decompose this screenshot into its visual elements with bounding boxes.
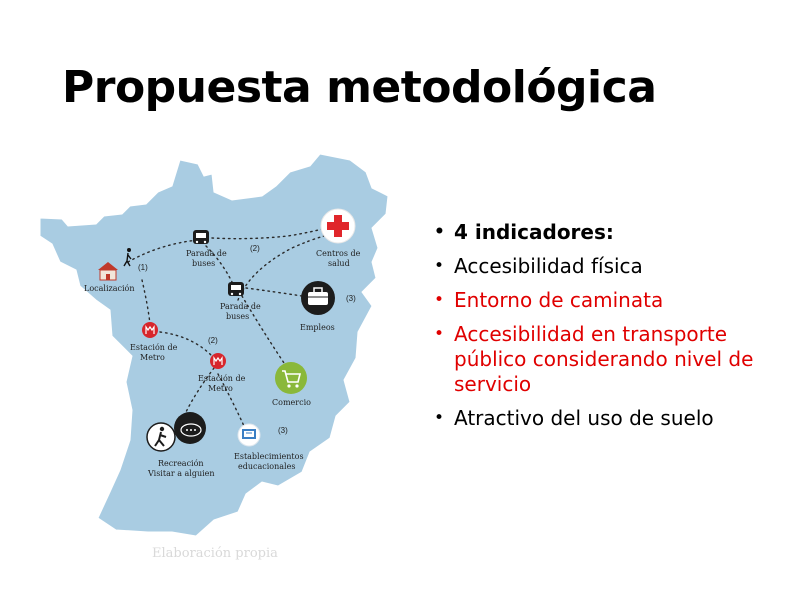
label-parada-2-line1: Parada de bbox=[220, 302, 261, 311]
label-comercio: Comercio bbox=[272, 398, 311, 407]
marker-3b: (3) bbox=[278, 426, 288, 435]
label-centros-line2: salud bbox=[328, 259, 350, 268]
image-caption: Elaboración propia bbox=[152, 546, 278, 561]
bullet-public-transport-accessibility: • Accesibilidad en transporte público considerando nivel de servicio bbox=[434, 322, 784, 397]
chat-bubble-icon bbox=[174, 412, 206, 444]
label-metro-2-line1: Estación de bbox=[198, 374, 246, 383]
indicator-list bbox=[434, 220, 784, 440]
label-empleos: Empleos bbox=[300, 323, 335, 332]
label-establecimientos-line2: educacionales bbox=[238, 462, 296, 471]
slide-title: Propuesta metodológica bbox=[62, 62, 657, 113]
marker-2b: (2) bbox=[208, 336, 218, 345]
health-cross-icon bbox=[321, 209, 355, 243]
shopping-cart-icon bbox=[275, 362, 307, 394]
label-metro-1-line2: Metro bbox=[140, 353, 165, 362]
bullet-indicators-heading: • 4 indicadores: bbox=[434, 220, 784, 245]
walking-person-icon bbox=[147, 423, 175, 451]
metro-icon bbox=[142, 322, 158, 338]
label-parada-1-line1: Parada de bbox=[186, 249, 227, 258]
label-metro-2-line2: Metro bbox=[208, 384, 233, 393]
label-centros-line1: Centros de bbox=[316, 249, 361, 258]
metro-icon bbox=[210, 353, 226, 369]
label-recreacion-line1: Recreación bbox=[158, 459, 204, 468]
bus-icon bbox=[228, 282, 244, 296]
education-icon bbox=[238, 424, 260, 446]
marker-3a: (3) bbox=[346, 294, 356, 303]
label-metro-1-line1: Estación de bbox=[130, 343, 178, 352]
label-recreacion-line2: Visitar a alguien bbox=[148, 469, 215, 478]
label-establecimientos-line1: Establecimientos bbox=[234, 452, 304, 461]
briefcase-icon bbox=[301, 281, 335, 315]
label-parada-1-line2: buses bbox=[192, 259, 216, 268]
marker-1: (1) bbox=[138, 263, 148, 272]
label-parada-2-line2: buses bbox=[226, 312, 250, 321]
bullet-walking-environment: • Entorno de caminata bbox=[434, 288, 784, 313]
bullet-land-use-attractiveness: • Atractivo del uso de suelo bbox=[434, 406, 784, 431]
bullet-physical-accessibility: • Accesibilidad física bbox=[434, 254, 784, 279]
marker-2a: (2) bbox=[250, 244, 260, 253]
label-localizacion: Localización bbox=[84, 284, 135, 293]
bus-icon bbox=[193, 230, 209, 244]
